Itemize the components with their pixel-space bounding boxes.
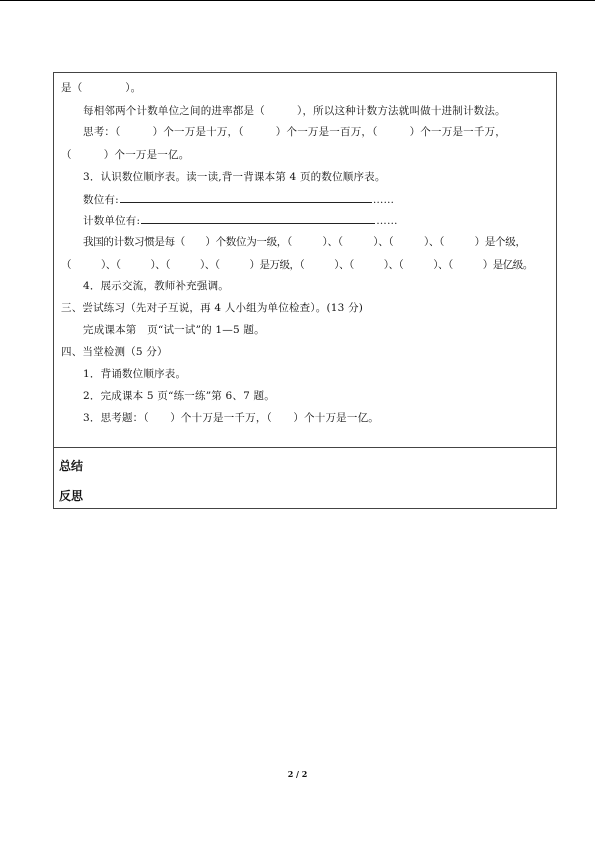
count-units-blank: [141, 213, 375, 224]
text-line-8: 我国的计数习惯是每（ ）个数位为一级，（ ）、（ ）、（ ）、（ ）是个级，: [83, 236, 526, 248]
text-line-5: 3．认识数位顺序表。读一读,背一背课本第 4 页的数位顺序表。: [83, 171, 386, 183]
text-line-13: 四、当堂检测（5 分）: [61, 346, 168, 358]
text-line-16: 3．思考题：（ ）个十万是一千万，（ ）个十万是一亿。: [83, 412, 379, 424]
reflection-heading: 反思: [59, 489, 84, 503]
text-line-12: 完成课本第 页“试一试”的 1—5 题。: [83, 324, 265, 336]
count-units-ellipsis: ……: [376, 215, 398, 227]
text-line-4: （ ）个一万是一亿。: [61, 149, 190, 161]
count-units-label: 计数单位有:: [83, 215, 141, 227]
digit-places-blank: [120, 192, 372, 203]
lesson-table: [53, 72, 557, 509]
text-line-2: 每相邻两个计数单位之间的进率都是（ ），所以这种计数方法就叫做十进制计数法。: [83, 105, 506, 117]
page-top-rule: [0, 0, 595, 1]
text-line-6: [83, 192, 394, 207]
text-line-14: 1．背诵数位顺序表。: [83, 368, 187, 380]
digit-places-ellipsis: ……: [372, 194, 395, 206]
text-line-15: 2．完成课本 5 页“练一练”第 6、7 题。: [83, 390, 275, 402]
table-divider: [54, 447, 556, 448]
summary-heading: 总结: [59, 459, 84, 473]
text-line-9: （ ）、（ ）、（ ）、（ ）是万级，（ ）、（ ）、（ ）、（ ）是亿级。: [61, 259, 533, 271]
text-line-11: 三、尝试练习（先对子互说，再 4 人小组为单位检查）。(13 分): [61, 302, 364, 314]
text-line-1: 是（ ）。: [61, 82, 142, 94]
text-line-10: 4．展示交流，教师补充强调。: [83, 280, 229, 292]
digit-places-label: 数位有:: [83, 194, 119, 206]
text-line-7: [83, 213, 398, 228]
text-line-3: 思考：（ ）个一万是十万，（ ）个一万是一百万，（ ）个一万是一千万，: [83, 126, 506, 138]
page-number: 2 / 2: [287, 769, 308, 779]
